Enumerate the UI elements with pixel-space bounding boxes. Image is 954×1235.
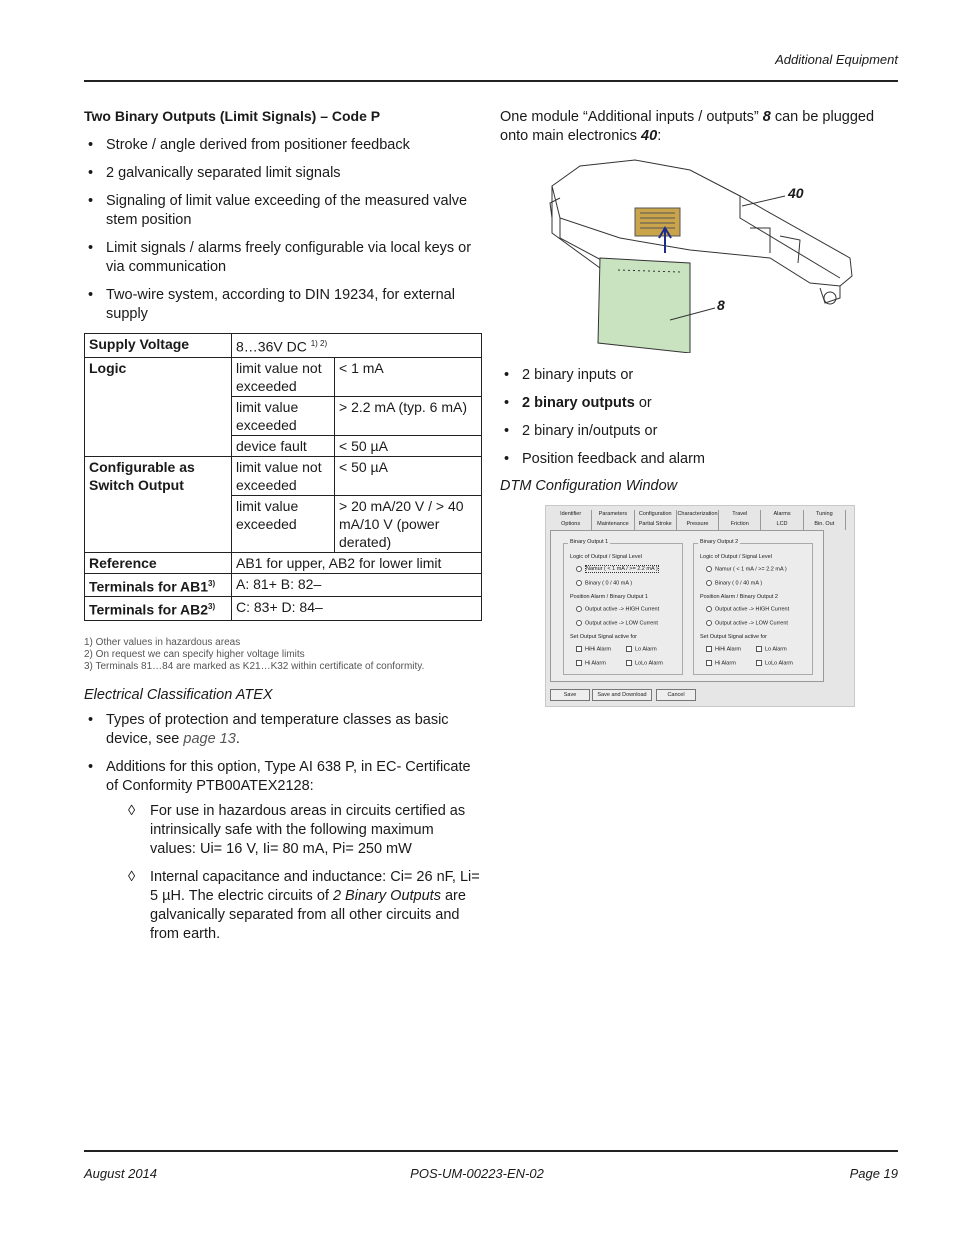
footnotes <box>84 637 482 673</box>
footnote: 3) Terminals 81…84 are marked as K21…K32 within certificate of conformity. <box>84 660 425 672</box>
header-section-title: Additional Equipment <box>775 52 898 67</box>
list-item: • Position feedback and alarm <box>500 450 890 469</box>
table-row <box>85 597 482 621</box>
tab-bin-out[interactable]: Bin. Out <box>804 520 846 530</box>
footer-date: August 2014 <box>84 1166 158 1181</box>
low-current-radio[interactable]: Output active -> LOW Current <box>706 620 788 626</box>
table-cell: limit value exceeded <box>232 495 335 552</box>
options-list <box>500 366 890 469</box>
table-row <box>85 456 482 495</box>
list-item: ◊ Internal capacitance and inductance: Ci= 26 nF, Li= 5 µH. The electric circuits of 2 Binary Outputs are galvanically separated from all other circuits and from earth. <box>128 868 482 944</box>
group-label: Set Output Signal active for <box>700 634 767 640</box>
hi-checkbox[interactable]: Hi Alarm <box>576 660 606 666</box>
namur-radio[interactable]: Namur ( < 1 mA / >= 2.2 mA ) <box>576 566 659 572</box>
binary-radio[interactable]: Binary ( 0 / 40 mA ) <box>706 580 762 586</box>
ab2-value: C: 83+ D: 84– <box>232 597 482 621</box>
save-and-download-button[interactable]: Save and Download <box>592 689 652 701</box>
lolo-checkbox[interactable]: LoLo Alarm <box>756 660 793 666</box>
footnote: 1) Other values in hazardous areas <box>84 636 241 648</box>
tab-configuration[interactable]: Configuration <box>635 510 677 520</box>
tab-pressure[interactable]: Pressure <box>677 520 719 530</box>
atex-sublist <box>128 802 482 944</box>
group-label: Position Alarm / Binary Output 2 <box>700 594 778 600</box>
table-row <box>85 357 482 396</box>
supply-label: Supply Voltage <box>85 334 232 358</box>
table-cell: limit value not exceeded <box>232 456 335 495</box>
tab-lcd[interactable]: LCD <box>761 520 803 530</box>
tab-bar <box>550 510 846 530</box>
tab-friction[interactable]: Friction <box>719 520 761 530</box>
dtm-configuration-window <box>545 505 855 707</box>
tab-tuning[interactable]: Tuning <box>804 510 846 520</box>
hihi-checkbox[interactable]: HiHi Alarm <box>706 646 741 652</box>
atex-heading: Electrical Classification ATEX <box>84 686 273 703</box>
list-item: • Additions for this option, Type AI 638 P, in EC- Certificate of Conformity PTB00ATEX2128: ◊ For use in hazardous areas in circuits certified as intrinsically safe with the following maximum values: Ui= 16 V, Ii= 80 mA, Pi= 250 mW ◊ Internal capacitance and inductance: Ci= 26 nF, Li= 5 µH. The electric circuits of 2 Binary Outputs are galvanically separated from all other circuits and from earth. <box>84 758 482 944</box>
reference-value: AB1 for upper, AB2 for lower limit <box>232 552 482 573</box>
table-cell: < 1 mA <box>335 357 482 396</box>
high-current-radio[interactable]: Output active -> HIGH Current <box>706 606 789 612</box>
footer-doc-number: POS-UM-00223-EN-02 <box>410 1166 544 1181</box>
reference-label: Reference <box>85 552 232 573</box>
tab-travel[interactable]: Travel <box>719 510 761 520</box>
table-row <box>85 552 482 573</box>
list-item: • Limit signals / alarms freely configurable via local keys or via communication <box>84 239 482 277</box>
group-title: Binary Output 1 <box>570 539 609 545</box>
tab-characterization[interactable]: Characterization <box>677 510 719 520</box>
feature-list <box>84 136 482 324</box>
spec-table <box>84 333 482 621</box>
tab-maintenance[interactable]: Maintenance <box>592 520 634 530</box>
tab-alarms[interactable]: Alarms <box>761 510 803 520</box>
table-cell: > 20 mA/20 V / > 40 mA/10 V (power derated) <box>335 495 482 552</box>
list-item: • 2 binary in/outputs or <box>500 422 890 441</box>
list-item: ◊ For use in hazardous areas in circuits certified as intrinsically safe with the following maximum values: Ui= 16 V, Ii= 80 mA, Pi= 250 mW <box>128 802 482 859</box>
group-label: Logic of Output / Signal Level <box>700 554 772 560</box>
save-button[interactable]: Save <box>550 689 590 701</box>
hihi-checkbox[interactable]: HiHi Alarm <box>576 646 611 652</box>
module-drawing-illustration <box>540 158 860 353</box>
list-item: • Two-wire system, according to DIN 19234, for external supply <box>84 286 482 324</box>
atex-list <box>84 711 482 944</box>
high-current-radio[interactable]: Output active -> HIGH Current <box>576 606 659 612</box>
binary-output-2-group <box>693 539 813 675</box>
callout-40: 40 <box>788 185 804 201</box>
list-item: • Signaling of limit value exceeding of the measured valve stem position <box>84 192 482 230</box>
left-column <box>84 108 482 953</box>
list-item: • 2 galvanically separated limit signals <box>84 164 482 183</box>
ab1-label: Terminals for AB1$^{3)}$ <box>85 573 232 597</box>
table-cell: limit value exceeded <box>232 396 335 435</box>
binary-output-1-group <box>563 539 683 675</box>
lolo-checkbox[interactable]: LoLo Alarm <box>626 660 663 666</box>
group-label: Position Alarm / Binary Output 1 <box>570 594 648 600</box>
right-column <box>500 108 890 146</box>
tab-options[interactable]: Options <box>550 520 592 530</box>
cancel-button[interactable]: Cancel <box>656 689 696 701</box>
low-current-radio[interactable]: Output active -> LOW Current <box>576 620 658 626</box>
table-cell: limit value not exceeded <box>232 357 335 396</box>
bin-out-pane <box>550 530 824 682</box>
list-item: • 2 binary inputs or <box>500 366 890 385</box>
ab1-value: A: 81+ B: 82– <box>232 573 482 597</box>
dtm-caption: DTM Configuration Window <box>500 478 678 494</box>
group-label: Set Output Signal active for <box>570 634 637 640</box>
footer-page-number: Page 19 <box>849 1166 898 1181</box>
group-label: Logic of Output / Signal Level <box>570 554 642 560</box>
callout-8: 8 <box>717 297 725 313</box>
list-item: • Stroke / angle derived from positioner feedback <box>84 136 482 155</box>
table-cell: > 2.2 mA (typ. 6 mA) <box>335 396 482 435</box>
table-cell: device fault <box>232 435 335 456</box>
tab-partial-stroke[interactable]: Partial Stroke <box>635 520 677 530</box>
list-item: • Types of protection and temperature classes as basic device, see page 13. <box>84 711 482 749</box>
footnote: 2) On request we can specify higher voltage limits <box>84 648 305 660</box>
supply-value: 8…36V DC $^{1) 2)}$ <box>232 334 482 358</box>
footer-rule <box>84 1150 898 1152</box>
tab-identifier[interactable]: Identifier <box>550 510 592 520</box>
table-row <box>85 334 482 358</box>
lo-checkbox[interactable]: Lo Alarm <box>626 646 657 652</box>
header-rule <box>84 80 898 82</box>
tab-parameters[interactable]: Parameters <box>592 510 634 520</box>
config-label: Configurable as Switch Output <box>85 456 232 552</box>
section-title: Two Binary Outputs (Limit Signals) – Code P <box>84 108 381 124</box>
module-options <box>500 366 890 502</box>
intro-text: One module “Additional inputs / outputs” 8 can be plugged onto main electronics 40: <box>500 109 875 144</box>
namur-radio[interactable]: Namur ( < 1 mA / >= 2.2 mA ) <box>706 566 787 572</box>
logic-label: Logic <box>85 357 232 456</box>
table-cell: < 50 µA <box>335 435 482 456</box>
page-link[interactable]: page 13 <box>183 730 236 747</box>
table-row <box>85 573 482 597</box>
hi-checkbox[interactable]: Hi Alarm <box>706 660 736 666</box>
table-cell: < 50 µA <box>335 456 482 495</box>
list-item: • 2 binary outputs or <box>500 394 890 413</box>
lo-checkbox[interactable]: Lo Alarm <box>756 646 787 652</box>
group-title: Binary Output 2 <box>700 539 739 545</box>
ab2-label: Terminals for AB2$^{3)}$ <box>85 597 232 621</box>
binary-radio[interactable]: Binary ( 0 / 40 mA ) <box>576 580 632 586</box>
